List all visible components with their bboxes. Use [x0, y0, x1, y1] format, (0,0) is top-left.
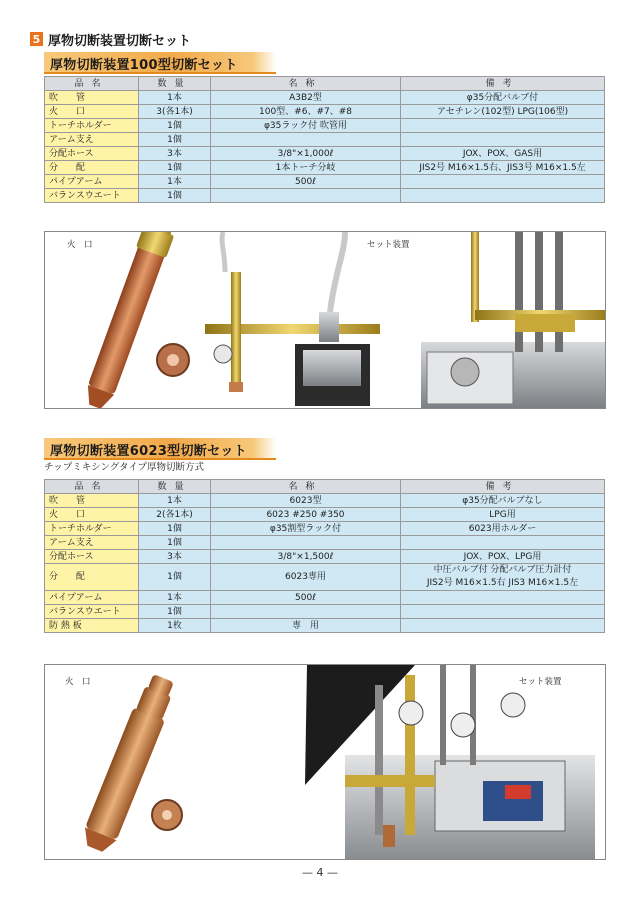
- set2-heading-band: [44, 438, 276, 460]
- set1-spec-table: [44, 76, 605, 203]
- item-name-cell: バランスウエート: [45, 605, 139, 619]
- section-title: 厚物切断装置切断セット: [48, 33, 192, 49]
- spec-cell: φ35ラック付 吹管用: [211, 119, 401, 133]
- item-name-cell: バランスウエート: [45, 189, 139, 203]
- page-title: [30, 30, 191, 48]
- note-cell: LPG用: [401, 508, 605, 522]
- quantity-cell: 1枚: [139, 619, 211, 633]
- spec-cell: 6023型: [211, 494, 401, 508]
- table-row: [45, 591, 605, 605]
- spec-cell: 6023専用: [211, 564, 401, 591]
- spec-cell: [211, 605, 401, 619]
- table-row: [45, 564, 605, 591]
- set2-spec-table: [44, 479, 605, 633]
- spec-cell: 500ℓ: [211, 175, 401, 189]
- quantity-cell: 3本: [139, 147, 211, 161]
- item-name-cell: アーム支え: [45, 133, 139, 147]
- table-row: [45, 161, 605, 175]
- table-row: [45, 619, 605, 633]
- note-cell: [401, 133, 605, 147]
- header-item: 品名: [45, 480, 139, 494]
- header-note: 備考: [401, 77, 605, 91]
- quantity-cell: 1個: [139, 605, 211, 619]
- item-name-cell: 分 配: [45, 564, 139, 591]
- quantity-cell: 1本: [139, 175, 211, 189]
- note-cell: [401, 564, 605, 591]
- cutting-machine-image: [305, 665, 595, 859]
- quantity-cell: 2(各1本): [139, 508, 211, 522]
- quantity-cell: 1個: [139, 536, 211, 550]
- table-row: [45, 175, 605, 189]
- item-name-cell: アーム支え: [45, 536, 139, 550]
- spec-cell: 6023 #250 #350: [211, 508, 401, 522]
- quantity-cell: 1個: [139, 522, 211, 536]
- table-row: [45, 119, 605, 133]
- table-row: [45, 550, 605, 564]
- item-name-cell: パイプアーム: [45, 175, 139, 189]
- spec-cell: [211, 189, 401, 203]
- note-line: JIS2号 M16×1.5右 JIS3 M16×1.5左: [426, 578, 579, 588]
- set1-photo-panel: [44, 231, 606, 409]
- note-cell: φ35分配バルブなし: [401, 494, 605, 508]
- table-row: [45, 189, 605, 203]
- header-note: 備考: [401, 480, 605, 494]
- table-row: [45, 522, 605, 536]
- item-name-cell: 防 熱 板: [45, 619, 139, 633]
- set1-heading: 厚物切断装置100型切断セット: [50, 58, 238, 73]
- note-cell: [401, 619, 605, 633]
- header-spec: 名称: [211, 77, 401, 91]
- table-row: [45, 105, 605, 119]
- table-row: [45, 508, 605, 522]
- quantity-cell: 1個: [139, 161, 211, 175]
- table-row: [45, 605, 605, 619]
- note-cell: φ35分配バルブ付: [401, 91, 605, 105]
- quantity-cell: 1本: [139, 91, 211, 105]
- quantity-cell: 3(各1本): [139, 105, 211, 119]
- note-cell: [401, 591, 605, 605]
- quantity-cell: 1個: [139, 133, 211, 147]
- item-name-cell: 分 配: [45, 161, 139, 175]
- cutting-machine-image: [421, 232, 605, 408]
- note-cell: JOX、POX、GAS用: [401, 147, 605, 161]
- set1-tip-label: 火 口: [67, 240, 93, 250]
- set2-heading: 厚物切断装置6023型切断セット: [50, 444, 247, 459]
- note-cell: JOX、POX、LPG用: [401, 550, 605, 564]
- section-number-badge: 5: [30, 32, 43, 46]
- quantity-cell: 1個: [139, 119, 211, 133]
- set1-setup-label: セット装置: [367, 240, 410, 250]
- table-header-row: [45, 77, 605, 91]
- table-row: [45, 494, 605, 508]
- header-qty: 数量: [139, 77, 211, 91]
- quantity-cell: 1個: [139, 564, 211, 591]
- spec-cell: 専 用: [211, 619, 401, 633]
- spec-cell: 3/8"×1,500ℓ: [211, 550, 401, 564]
- note-cell: 6023用ホルダー: [401, 522, 605, 536]
- note-cell: [401, 536, 605, 550]
- spec-cell: 500ℓ: [211, 591, 401, 605]
- spec-cell: 3/8"×1,000ℓ: [211, 147, 401, 161]
- set1-heading-band: [44, 52, 276, 74]
- header-spec: 名称: [211, 480, 401, 494]
- table-row: [45, 91, 605, 105]
- spec-cell: 1本トーチ分岐: [211, 161, 401, 175]
- item-name-cell: トーチホルダー: [45, 522, 139, 536]
- torch-assembly-image: [205, 232, 380, 406]
- page-number: — 4 —: [302, 866, 338, 879]
- quantity-cell: 1本: [139, 591, 211, 605]
- note-cell: アセチレン(102型) LPG(106型): [401, 105, 605, 119]
- item-name-cell: パイプアーム: [45, 591, 139, 605]
- spec-cell: [211, 536, 401, 550]
- spec-cell: 100型、#6、#7、#8: [211, 105, 401, 119]
- note-cell: JIS2号 M16×1.5右、JIS3号 M16×1.5左: [401, 161, 605, 175]
- header-item: 品名: [45, 77, 139, 91]
- note-cell: [401, 119, 605, 133]
- table-header-row: [45, 480, 605, 494]
- quantity-cell: 1本: [139, 494, 211, 508]
- note-cell: [401, 175, 605, 189]
- set2-photo-illustration: [45, 665, 605, 859]
- set1-photo-illustration: [45, 232, 605, 408]
- set2-setup-label: セット装置: [519, 677, 562, 687]
- set2-photo-panel: [44, 664, 606, 860]
- table-row: [45, 133, 605, 147]
- quantity-cell: 3本: [139, 550, 211, 564]
- item-name-cell: 分配ホース: [45, 147, 139, 161]
- table-row: [45, 147, 605, 161]
- item-name-cell: 吹 管: [45, 91, 139, 105]
- spec-cell: A3B2型: [211, 91, 401, 105]
- item-name-cell: 火 口: [45, 105, 139, 119]
- quantity-cell: 1個: [139, 189, 211, 203]
- note-cell: [401, 189, 605, 203]
- table-row: [45, 536, 605, 550]
- spec-cell: φ35割型ラック付: [211, 522, 401, 536]
- note-line: 中圧バルブ付 分配バルブ圧力計付: [433, 565, 572, 575]
- item-name-cell: 火 口: [45, 508, 139, 522]
- header-qty: 数量: [139, 480, 211, 494]
- note-cell: [401, 605, 605, 619]
- set2-subtitle: チップミキシングタイプ厚物切断方式: [44, 462, 205, 473]
- spec-cell: [211, 133, 401, 147]
- set2-tip-label: 火 口: [65, 677, 91, 687]
- item-name-cell: トーチホルダー: [45, 119, 139, 133]
- cutting-tip-image: [80, 232, 185, 408]
- item-name-cell: 吹 管: [45, 494, 139, 508]
- item-name-cell: 分配ホース: [45, 550, 139, 564]
